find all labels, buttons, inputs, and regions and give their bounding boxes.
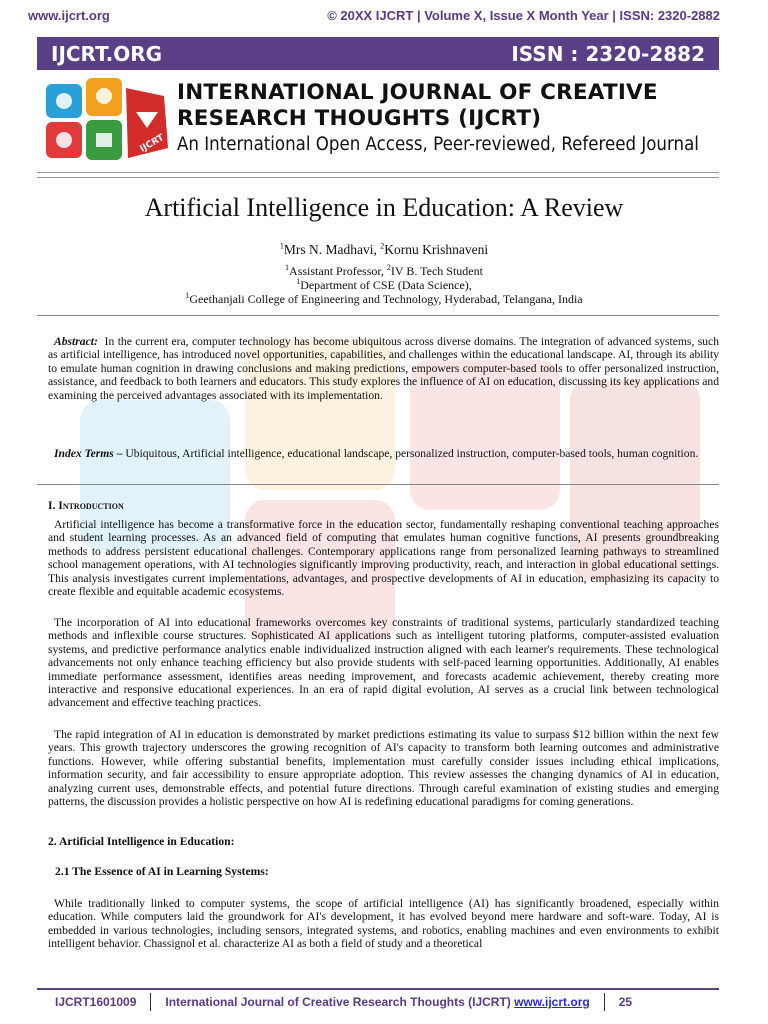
- journal-title-line2: RESEARCH THOUGHTS (IJCRT): [177, 106, 542, 131]
- affil1-sup2: 2: [386, 263, 391, 272]
- index-terms-text: Ubiquitous, Artificial intelligence, educational landscape, personalized instruction, computer-based tools, human cognition.: [125, 447, 699, 460]
- affil2: Department of CSE (Data Science),: [300, 278, 472, 292]
- affiliation-department: [0, 278, 768, 293]
- banner-site: IJCRT.ORG: [51, 41, 163, 66]
- header-divider: [37, 172, 719, 178]
- footer-journal: International Journal of Creative Research Thoughts (IJCRT): [165, 995, 511, 1009]
- affiliation-institution: [0, 292, 768, 307]
- affiliation-roles: [0, 264, 768, 279]
- site-url[interactable]: www.ijcrt.org: [28, 8, 110, 23]
- issue-info: © 20XX IJCRT | Volume X, Issue X Month Year | ISSN: 2320-2882: [327, 8, 720, 23]
- logo-text: IJCRT: [138, 132, 166, 155]
- intro-heading: I. Introduction: [48, 499, 124, 512]
- section-divider: [37, 484, 719, 485]
- intro-paragraph-2: The incorporation of AI into educational frameworks overcomes key constraints of traditional systems, particularly standardized teaching methods and inflexible course structures. Sophisticated AI applications such as intelligent tutoring platforms, computer-assisted evaluation systems, and predictive performance analytics enable individualized instruction aligned with each learner's requirements. These technological advancements not only enhance teaching efficiency but also provide students with self-paced learning opportunities. Additionally, AI enables immediate performance assessment, identifies areas needing improvement, and forecasts academic achievement, thereby creating more interactive and responsive educational experiences. In an era of rapid digital evolution, AI serves as a crucial link between technological advancement and effective teaching practices.: [48, 616, 719, 710]
- page-footer: [55, 993, 715, 1011]
- journal-title-line1: INTERNATIONAL JOURNAL OF CREATIVE: [177, 80, 658, 105]
- affil1-sup1: 1: [285, 263, 290, 272]
- section-2-heading: 2. Artificial Intelligence in Education:: [48, 835, 235, 848]
- journal-subtitle: An International Open Access, Peer-reviewed, Refereed Journal: [177, 134, 699, 155]
- affil1-b: IV B. Tech Student: [390, 264, 483, 278]
- author1-sup: 1: [279, 241, 284, 251]
- ijcrt-logo: [44, 78, 172, 164]
- footer-divider: [37, 988, 719, 990]
- abstract-text: In the current era, computer technology has become ubiquitous across diverse domains. The integration of advanced systems, such as artificial intelligence, has introduced novel opportunities, capabilities, and challenges within the educational landscape. AI, through its ability to emulate human cognition in drawing conclusions and making predictions, empowers computer-based tools to offer personalized instruction, assistance, and feedback to both learners and educators. This study explores the influence of AI on education, discussing its key applications and examining the perceived advantages associated with its implementation.: [48, 335, 719, 402]
- section-divider: [37, 315, 719, 316]
- section-2-1-heading: 2.1 The Essence of AI in Learning Systems:: [55, 865, 269, 878]
- author2: Kornu Krishnaveni: [384, 242, 489, 257]
- footer-url-link[interactable]: www.ijcrt.org: [514, 995, 590, 1009]
- running-header: [28, 8, 720, 23]
- intro-paragraph-1: Artificial intelligence has become a transformative force in the education sector, fundamentally reshaping conventional teaching approaches and student learning processes. As an advanced field of computing that emulates human cognitive functions, AI presents groundbreaking methods to address persistent educational challenges. Contemporary applications range from personalized learning pathways to streamlined school management operations, with AI technologies significantly improving productivity, reach, and interaction in global educational settings. This analysis investigates current implementations, advantages, and prospective developments of AI in education, emphasizing its capacity to create flexible and equitable academic ecosystems.: [48, 518, 719, 599]
- author1: Mrs N. Madhavi,: [283, 242, 381, 257]
- intro-paragraph-3: The rapid integration of AI in education is demonstrated by market predictions estimating its value to surpass $12 billion within the next few years. This growth trajectory underscores the growing recognition of AI's capacity to transform both learning outcomes and administrative functions. However, while offering substantial benefits, implementation must carefully consider issues including ethical implications, information security, and fair accessibility to ensure appropriate adoption. This review assesses the changing dynamics of AI in education, analyzing current uses, demonstrable effects, and potential future directions. Through careful examination of existing studies and emerging patterns, the discussion provides a holistic perspective on how AI is redefining educational paradigms for coming generations.: [48, 728, 719, 809]
- affil3: Geethanjali College of Engineering and Technology, Hyderabad, Telangana, India: [189, 292, 583, 306]
- footer-separator: [150, 993, 151, 1011]
- paper-title: Artificial Intelligence in Education: A Review: [144, 193, 624, 222]
- authors: [0, 242, 768, 258]
- banner-issn: ISSN : 2320-2882: [511, 41, 705, 66]
- journal-title: [177, 80, 727, 132]
- page-number: 25: [618, 995, 633, 1009]
- footer-separator: [604, 993, 605, 1011]
- affil3-sup: 1: [185, 291, 190, 300]
- affil1-a: Assistant Professor,: [289, 264, 387, 278]
- affil2-sup: 1: [296, 277, 301, 286]
- abstract-label: Abstract:: [54, 335, 98, 348]
- journal-banner: [37, 37, 719, 70]
- section-2-1-paragraph-1: While traditionally linked to computer systems, the scope of artificial intelligence (AI) has significantly broadened, especially within education. While computers laid the groundwork for AI's development, it has evolved beyond mere hardware and soft-ware. Today, AI is embedded in various technologies, including sensors, integrated systems, and robotics, enabling machines and even environments to exhibit intelligent behavior. Chassignol et al. characterize AI as both a field of study and a theoretical: [48, 897, 719, 951]
- abstract: [48, 335, 719, 402]
- index-terms: [48, 447, 719, 460]
- author2-sup: 2: [380, 241, 385, 251]
- paper-id: IJCRT1601009: [55, 995, 137, 1009]
- index-terms-label: Index Terms –: [54, 447, 123, 460]
